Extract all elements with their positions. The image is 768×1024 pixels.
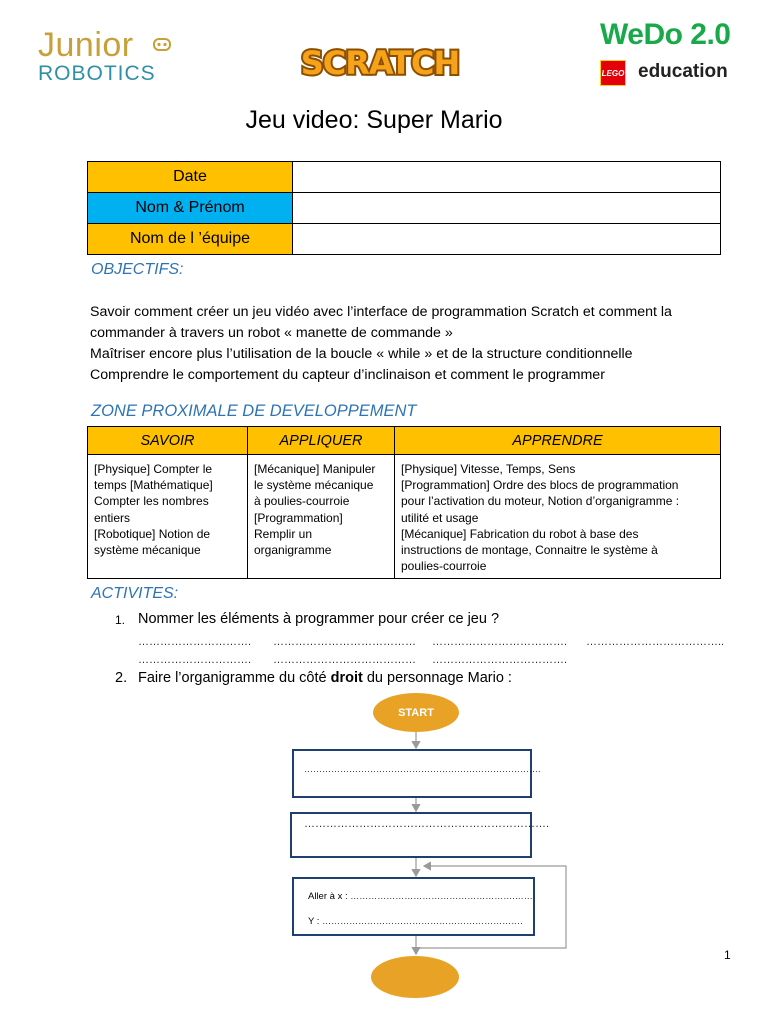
zpd-line: [Physique] Vitesse, Temps, Sens	[401, 462, 576, 476]
box2-answer-dots[interactable]: ………………………………………………………….	[304, 818, 550, 830]
wedo-text: WeDo 2.0	[600, 18, 731, 51]
activity-1-text: Nommer les éléments à programmer pour créer ce jeu ?	[138, 611, 500, 627]
lego-badge: LEGO	[600, 60, 626, 86]
zpd-line: [Programmation]	[254, 510, 343, 525]
zpd-line: pour l’activation du moteur, Notion d’organigramme :	[401, 494, 680, 509]
y-row	[308, 916, 523, 927]
team-label: Nom de l ’équipe	[88, 224, 293, 255]
answer-dots[interactable]: …………………………………	[273, 654, 416, 666]
zpd-line: [Mécanique] Manipuler	[254, 462, 376, 476]
answer-dots[interactable]: ……………………………….	[432, 636, 568, 648]
end-oval	[371, 956, 459, 998]
aller-row	[308, 891, 535, 902]
answer-dots[interactable]: ……………………………….	[432, 654, 568, 666]
aller-dots[interactable]: ……………………………………………….…….	[350, 891, 536, 901]
activity-1-number: 1.	[115, 613, 126, 627]
zpd-line: [Physique] Compter le	[94, 462, 213, 476]
scratch-logo-text: SCRATCH	[300, 44, 460, 82]
activity-2-text-bold: droit	[330, 670, 363, 686]
answer-dots[interactable]: ………………………………..	[586, 636, 725, 648]
aller-label: Aller à x :	[308, 891, 348, 902]
page-title: Jeu video: Super Mario	[245, 106, 503, 134]
objectifs-heading: OBJECTIFS:	[91, 261, 184, 278]
start-oval: START	[373, 693, 459, 732]
logo-text-junior: Junior	[38, 26, 134, 64]
zpd-heading: ZONE PROXIMALE DE DEVELOPPEMENT	[91, 402, 417, 420]
zpd-line: [Programmation] Ordre des blocs de programmation	[401, 478, 679, 493]
flowchart-box-3[interactable]	[292, 877, 535, 936]
name-label: Nom & Prénom	[88, 193, 293, 224]
zpd-line: temps [Mathématique]	[94, 478, 213, 493]
page-number: 1	[724, 948, 731, 962]
zpd-line: Compter les nombres	[94, 494, 209, 509]
objectifs-line: Savoir comment créer un jeu vidéo avec l’interface de programmation Scratch et comment la	[90, 304, 672, 320]
zpd-line: entiers	[94, 510, 131, 525]
activity-2-text-end: du personnage Mario :	[362, 670, 512, 686]
activites-heading: ACTIVITES:	[91, 585, 179, 602]
box1-answer-dots[interactable]: …………………………………………………………………….	[304, 764, 541, 774]
answer-dots[interactable]: ………………………….	[138, 654, 252, 666]
objectifs-line: Comprendre le comportement du capteur d’inclinaison et comment le programmer	[90, 367, 605, 383]
y-dots[interactable]: ………………………………………………………….	[322, 916, 523, 926]
activity-2-text-start: Faire l’organigramme du côté	[138, 670, 331, 686]
zpd-line: système mécanique	[94, 543, 201, 558]
zpd-header-appliquer: APPLIQUER	[248, 427, 395, 455]
zpd-header-savoir: SAVOIR	[88, 427, 248, 455]
zpd-line: Remplir un	[254, 526, 313, 541]
answer-dots[interactable]: …………………………………	[273, 636, 416, 648]
logo-text-robotics: ROBOTICS	[38, 62, 156, 85]
zpd-line: le système mécanique	[254, 478, 374, 493]
flowchart-box-2[interactable]	[290, 812, 550, 858]
zpd-line: organigramme	[254, 543, 332, 558]
objectifs-line: commander à travers un robot « manette de commande »	[90, 325, 453, 341]
y-label: Y :	[308, 916, 320, 927]
zpd-line: [Mécanique] Fabrication du robot à base des	[401, 526, 639, 541]
date-label: Date	[88, 162, 293, 193]
zpd-header-apprendre: APPRENDRE	[395, 427, 721, 455]
answer-dots[interactable]: ………………………….	[138, 636, 252, 648]
zpd-line: à poulies-courroie	[254, 494, 350, 509]
zpd-line: poulies-courroie	[401, 559, 487, 574]
zpd-line: utilité et usage	[401, 510, 479, 525]
objectifs-line: Maîtriser encore plus l’utilisation de la boucle « while » et de la structure conditionnelle	[90, 346, 633, 362]
flowchart-box-1[interactable]	[292, 749, 541, 798]
activity-2-number: 2.	[115, 670, 128, 686]
zpd-line: instructions de montage, Connaitre le système à	[401, 543, 658, 558]
education-text: education	[638, 61, 728, 82]
zpd-line: [Robotique] Notion de	[94, 526, 211, 541]
